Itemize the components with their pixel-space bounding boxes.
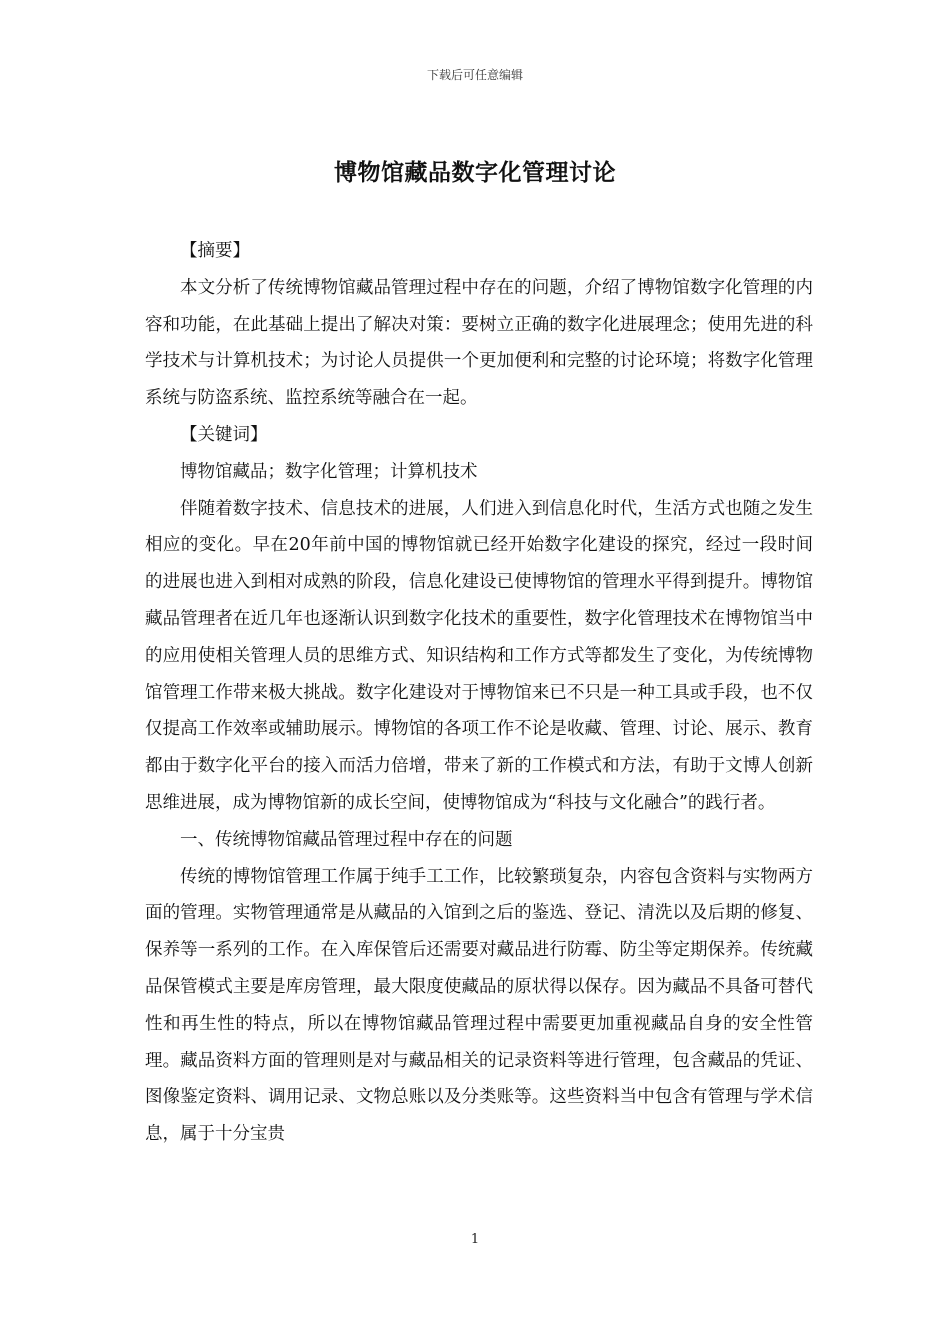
body-paragraph: 伴随着数字技术、信息技术的进展，人们进入到信息化时代，生活方式也随之发生相应的变化。早在20年前中国的博物馆就已经开始数字化建设的探究，经过一段时间的进展也进入到相对成熟的阶段，信息化建设已使博物馆的管理水平得到提升。博物馆藏品管理者在近几年也逐渐认识到数字化技术的重要性，数字化管理技术在博物馆当中的应用使相关管理人员的思维方式、知识结构和工作方式等都发生了变化，为传统博物馆管理工作带来极大挑战。数字化建设对于博物馆来已不只是一种工具或手段，也不仅仅提高工作效率或辅助展示。博物馆的各项工作不论是收藏、管理、讨论、展示、教育都由于数字化平台的接入而活力倍增，带来了新的工作模式和方法，有助于文博人创新思维进展，成为博物馆新的成长空间，使博物馆成为“科技与文化融合”的践行者。 (145, 498, 813, 813)
keywords-paragraph: 博物馆藏品；数字化管理；计算机技术 (180, 461, 478, 482)
abstract-heading: 【摘要】 (180, 241, 250, 261)
body-paragraph: 传统的博物馆管理工作属于纯手工工作，比较繁琐复杂，内容包含资料与实物两方面的管理。实物管理通常是从藏品的入馆到之后的鉴选、登记、清洗以及后期的修复、保养等一系列的工作。在入库保管后还需要对藏品进行防霉、防尘等定期保养。传统藏品保管模式主要是库房管理，最大限度使藏品的原状得以保存。因为藏品不具备可替代性和再生性的特点，所以在博物馆藏品管理过程中需要更加重视藏品自身的安全性管理。藏品资料方面的管理则是对与藏品相关的记录资料等进行管理，包含藏品的凭证、图像鉴定资料、调用记录、文物总账以及分类账等。这些资料当中包含有管理与学术信息，属于十分宝贵 (145, 866, 813, 1145)
header-note: 下载后可任意编辑 (426, 68, 523, 82)
section-heading: 一、传统博物馆藏品管理过程中存在的问题 (180, 829, 513, 850)
keywords-heading: 【关键词】 (180, 424, 268, 445)
abstract-paragraph: 本文分析了传统博物馆藏品管理过程中存在的问题，介绍了博物馆数字化管理的内容和功能，在此基础上提出了解决对策：要树立正确的数字化进展理念；使用先进的科学技术与计算机技术；为讨论人员提供一个更加便利和完整的讨论环境；将数字化管理系统与防盗系统、监控系统等融合在一起。 (145, 277, 813, 409)
document-title: 博物馆藏品数字化管理讨论 (334, 160, 616, 186)
document-body (145, 233, 813, 1153)
page-number: 1 (470, 1232, 480, 1247)
